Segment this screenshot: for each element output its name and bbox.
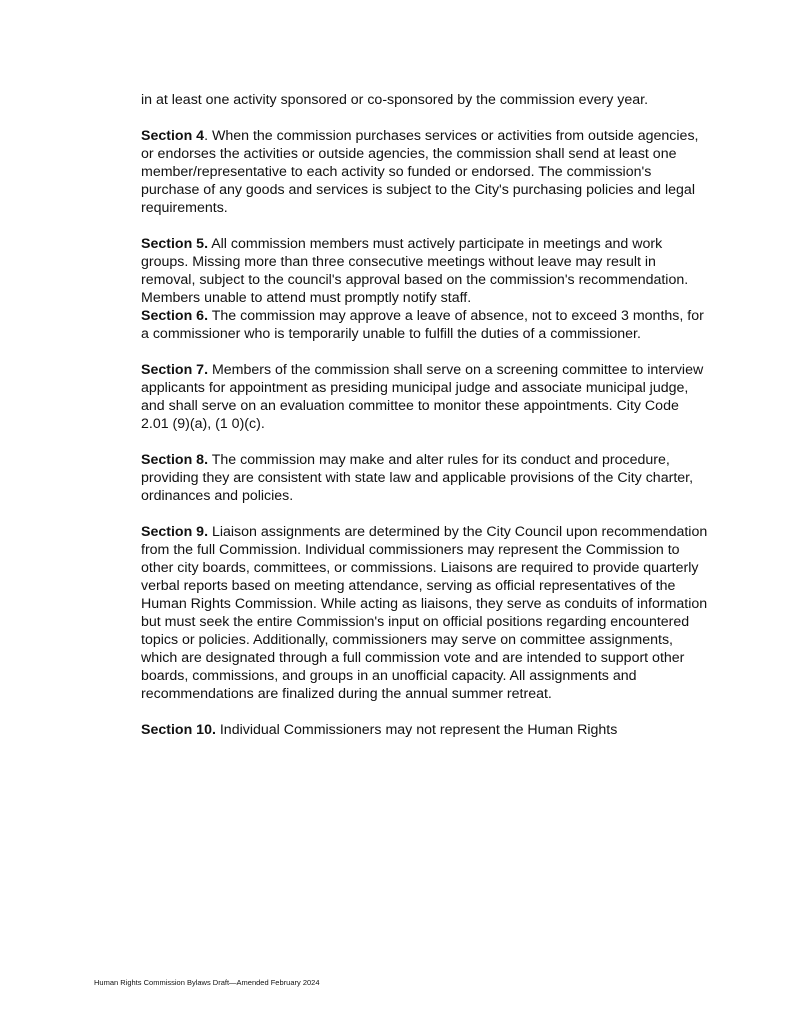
section-10-paragraph — [141, 721, 709, 739]
section-6-text: The commission may approve a leave of absence, not to exceed 3 months, for a commissioner who is temporarily unable to fulfill the duties of a commissioner. — [141, 308, 704, 342]
section-8-heading: Section 8. — [141, 452, 209, 468]
section-8-text: The commission may make and alter rules for its conduct and procedure, providing they are consistent with state law and applicable provisions of the City charter, ordinances and policies. — [141, 452, 694, 504]
section-5-heading: Section 5. — [141, 236, 209, 252]
section-10-text: Individual Commissioners may not represent the Human Rights — [215, 722, 618, 738]
section-7-heading: Section 7. — [141, 362, 209, 378]
section-9-text: Liaison assignments are determined by the City Council upon recommendation from the full Commission. Individual commissioners may represent the Commission to other city boards, committees, or commissions. Liaisons are required to provide quarterly verbal reports based on meeting attendance, serving as official representatives of the Human Rights Commission. While acting as liaisons, they serve as conduits of information but must seek the entire Commission's input on official positions regarding encountered topics or policies. Additionally, commissioners may serve on committee assignments, which are designated through a full commission vote and are intended to support other boards, commissions, and groups in an unofficial capacity. All assignments and recommendations are finalized during the annual summer retreat. — [141, 524, 708, 702]
section-7-paragraph — [141, 361, 709, 433]
section-9-paragraph — [141, 523, 709, 703]
section-7-text: Members of the commission shall serve on a screening committee to interview applicants for appointment as presiding municipal judge and associate municipal judge, and shall serve on an evaluation committee to monitor these appointments. City Code 2.01 (9)(a), (1 0)(c). — [141, 362, 704, 432]
section-6-heading: Section 6. — [141, 308, 209, 324]
intro-paragraph: in at least one activity sponsored or co-sponsored by the commission every year. — [141, 92, 649, 108]
section-9-heading: Section 9. — [141, 524, 209, 540]
section-10-heading: Section 10. — [141, 722, 216, 738]
section-4-heading: Section 4 — [141, 128, 205, 144]
page-footer: Human Rights Commission Bylaws Draft—Amended February 2024 — [94, 978, 320, 987]
section-4-text: . When the commission purchases services or activities from outside agencies, or endorses the activities or outside agencies, the commission shall send at least one member/representative to each activity so funded or endorsed. The commission's purchase of any goods and services is subject to the City's purchasing policies and legal requirements. — [141, 128, 699, 216]
section-5-text: All commission members must actively participate in meetings and work groups. Missing more than three consecutive meetings without leave may result in removal, subject to the council's approval based on the commission's recommendation. Members unable to attend must promptly notify staff. — [141, 236, 689, 306]
section-6-paragraph — [141, 307, 709, 343]
section-8-paragraph — [141, 451, 709, 505]
section-5-paragraph — [141, 235, 709, 307]
section-4-paragraph — [141, 127, 709, 217]
document-body — [141, 91, 709, 757]
